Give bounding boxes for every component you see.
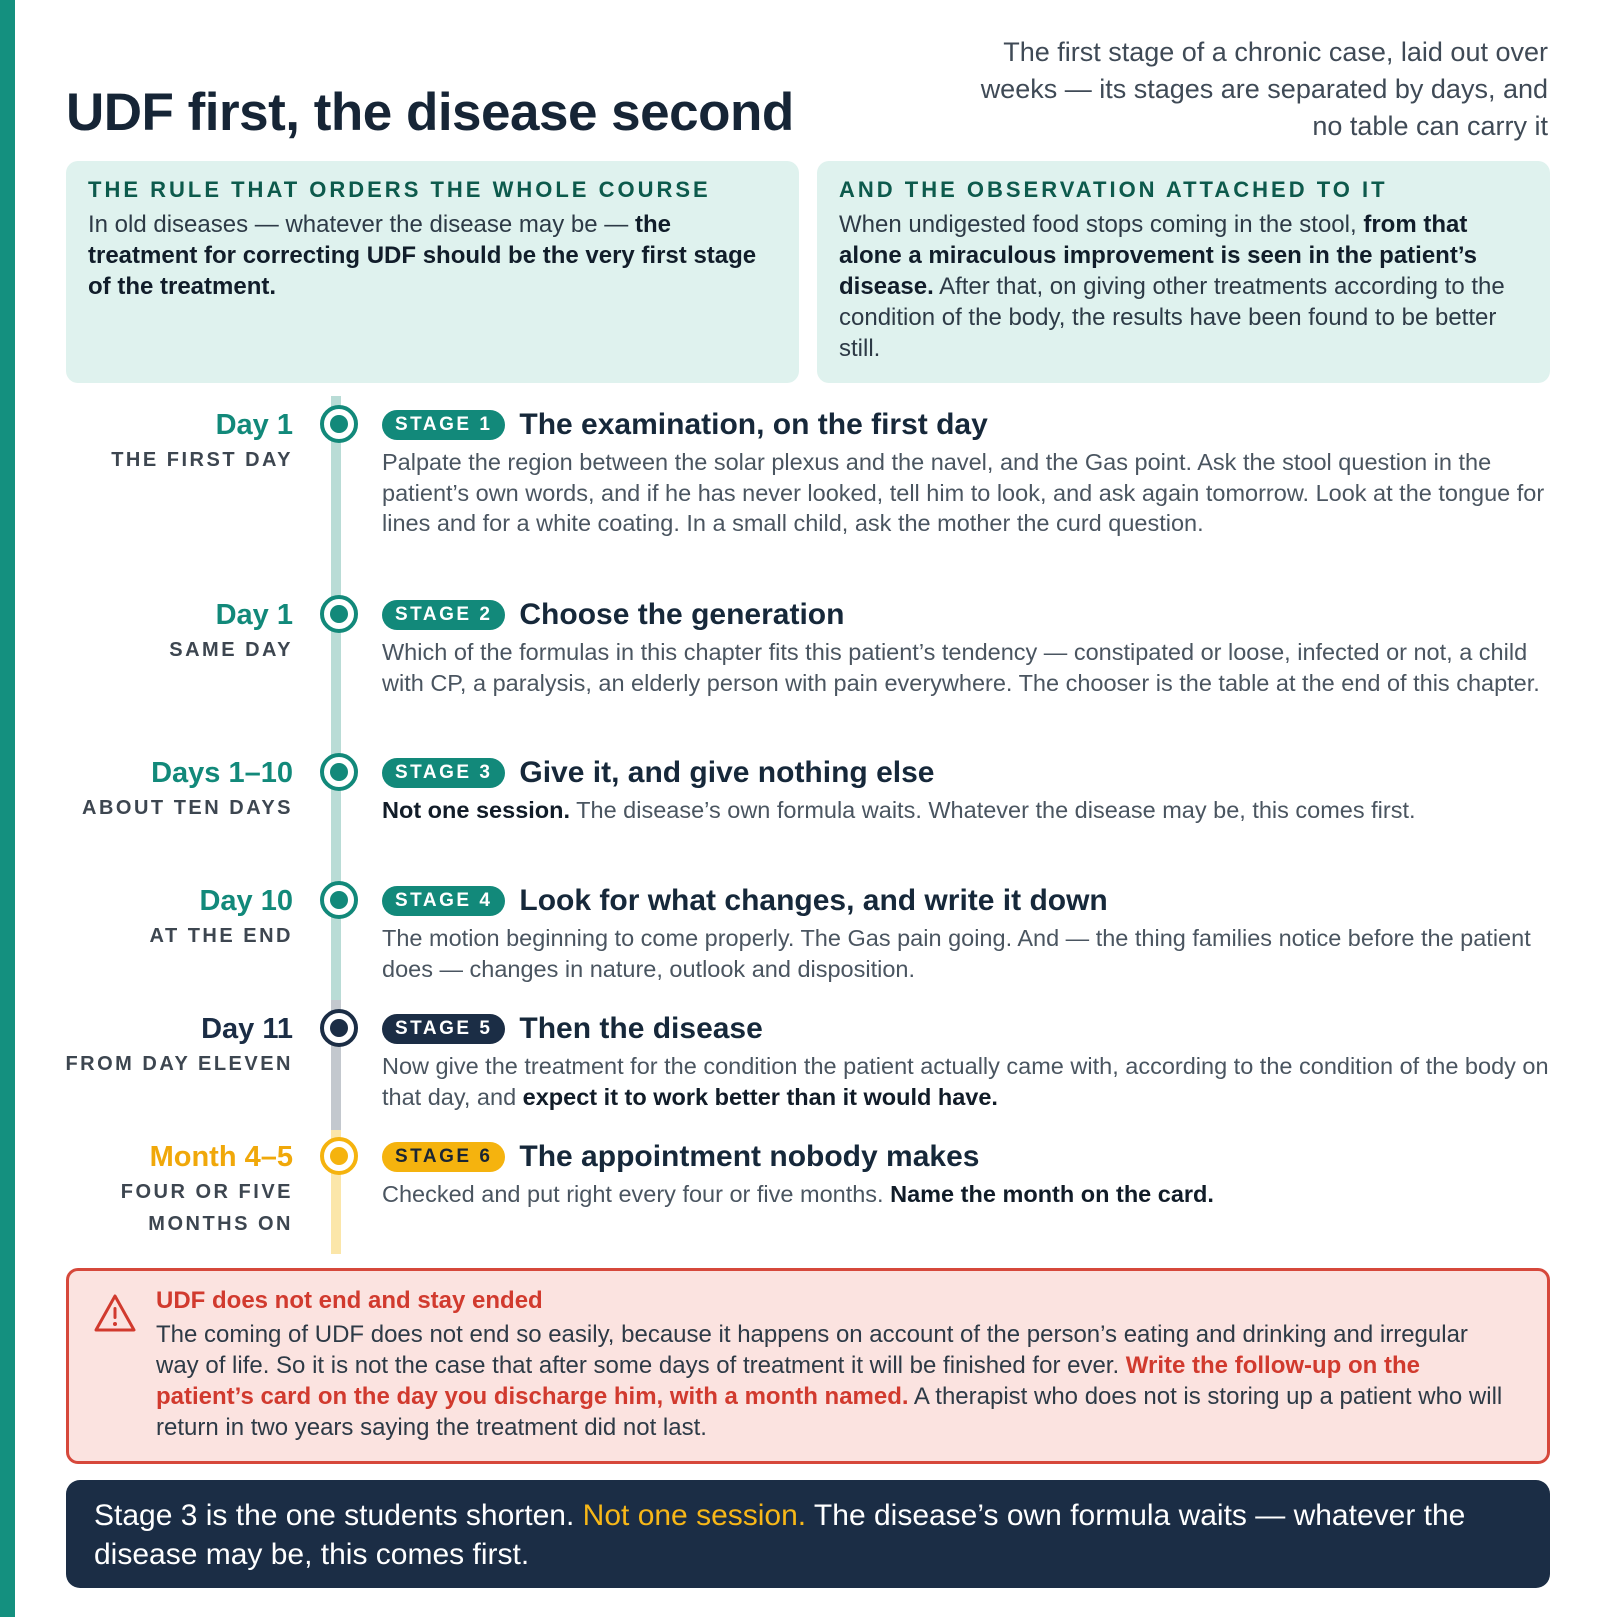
rule-box-text	[88, 209, 777, 302]
rule-box-text-plain: In old diseases — whatever the disease may be —	[88, 211, 635, 238]
stage-1-day-info	[111, 408, 293, 476]
stage-4-day-sub: AT THE END	[149, 925, 293, 947]
stage-4-head	[382, 884, 1552, 918]
stage-3-body	[382, 795, 1552, 826]
warning-body	[156, 1319, 1507, 1443]
stage-1-title: The examination, on the first day	[519, 408, 988, 441]
stage-3-day: Days 1–10	[151, 757, 293, 789]
stage-1-content	[382, 408, 1552, 539]
stage-4-pill: STAGE 4	[382, 886, 505, 916]
stage-6-body-text: Checked and put right every four or five months.	[382, 1181, 891, 1207]
stage-2-day: Day 1	[215, 599, 293, 631]
stage-1-head	[382, 408, 1552, 442]
stage-4-body	[382, 923, 1552, 984]
stage-5-body-tail: expect it to work better than it would have.	[522, 1083, 998, 1110]
rule-box-text-bold: the treatment for correcting UDF should be the very first stage of the treatment.	[88, 211, 757, 300]
stage-4-body-text: The motion beginning to come properly. The Gas pain going. And — the thing families notice before the patient does — changes in nature, outlook and disposition.	[382, 925, 1531, 982]
stage-6-day: Month 4–5	[149, 1141, 293, 1173]
stage-3-body-lead: Not one session.	[382, 797, 571, 823]
stage-3-pill: STAGE 3	[382, 758, 505, 788]
stage-4-day-info	[149, 884, 293, 952]
stage-4-day: Day 10	[199, 885, 293, 917]
stage-3-day-info	[82, 756, 293, 824]
stage-6-content	[382, 1140, 1552, 1210]
stage-6-head	[382, 1140, 1552, 1174]
stage-5-day-sub: FROM DAY ELEVEN	[65, 1053, 293, 1075]
stage-6-body-tail: Name the month on the card.	[890, 1181, 1214, 1207]
banner-text-before: Stage 3 is the one students shorten.	[94, 1499, 583, 1532]
observation-box	[817, 161, 1550, 383]
stage-3-title: Give it, and give nothing else	[519, 756, 935, 789]
stage-6-body	[382, 1179, 1552, 1210]
stage-4-marker-icon	[320, 881, 358, 919]
stage-2-body	[382, 637, 1552, 698]
warning-text-after: A therapist who does not is storing up a patient who will return in two years saying the treatment did not last.	[156, 1383, 1503, 1441]
stage-3-content	[382, 756, 1552, 826]
rule-box-heading: THE RULE THAT ORDERS THE WHOLE COURSE	[88, 177, 711, 202]
stage-1-day: Day 1	[215, 409, 293, 441]
rule-box	[66, 161, 799, 383]
observation-box-text	[839, 209, 1528, 364]
stage-6-day-info	[33, 1140, 293, 1240]
stage-3-marker-icon	[320, 753, 358, 791]
stage-6-marker-icon	[320, 1137, 358, 1175]
banner-text-highlight: Not one session.	[582, 1499, 807, 1532]
observation-box-text-plain: When undigested food stops coming in the stool,	[839, 211, 1364, 238]
stage-3-head	[382, 756, 1552, 790]
stage-2-content	[382, 598, 1552, 698]
stage-5-day: Day 11	[201, 1013, 293, 1045]
stage-5-body-text: Now give the treatment for the condition the patient actually came with, according to the condition of the body on that day, and	[382, 1053, 1549, 1110]
stage-2-day-info	[169, 598, 293, 666]
stage-5-pill: STAGE 5	[382, 1014, 505, 1044]
warning-box	[66, 1268, 1550, 1464]
left-accent-bar	[0, 0, 15, 1617]
stage-6-pill: STAGE 6	[382, 1142, 505, 1172]
stage-2-marker-icon	[320, 595, 358, 633]
stage-2-pill: STAGE 2	[382, 600, 505, 630]
warning-text-red: Write the follow-up on the patient’s card on the day you discharge him, with a month named.	[156, 1352, 1420, 1410]
observation-box-heading: AND THE OBSERVATION ATTACHED TO IT	[839, 177, 1388, 202]
stage-5-body	[382, 1051, 1552, 1112]
stage-5-content	[382, 1012, 1552, 1112]
stage-3-body-text: The disease’s own formula waits. Whatever the disease may be, this comes first.	[570, 797, 1416, 823]
stage-2-body-text: Which of the formulas in this chapter fits this patient’s tendency — constipated or loose, infected or not, a child with CP, a paralysis, an elderly person with pain everywhere. The chooser is the table at the end of this chapter.	[382, 639, 1540, 696]
stage-1-day-sub: THE FIRST DAY	[111, 449, 293, 471]
summary-banner	[66, 1480, 1550, 1588]
stage-2-day-sub: SAME DAY	[169, 639, 293, 661]
stage-4-content	[382, 884, 1552, 984]
stage-1-marker-icon	[320, 405, 358, 443]
stage-6-day-sub: FOUR OR FIVE MONTHS ON	[120, 1181, 293, 1235]
stage-6-title: The appointment nobody makes	[519, 1140, 980, 1173]
page-subtitle: The first stage of a chronic case, laid out over weeks — its stages are separated by days, and no table can carry it	[980, 37, 1548, 141]
stage-5-head	[382, 1012, 1552, 1046]
stage-5-marker-icon	[320, 1009, 358, 1047]
warning-title: UDF does not end and stay ended	[156, 1287, 543, 1314]
stage-3-day-sub: ABOUT TEN DAYS	[82, 797, 293, 819]
stage-4-title: Look for what changes, and write it down	[519, 884, 1108, 917]
warning-triangle-icon	[93, 1293, 137, 1333]
stage-1-body-text: Palpate the region between the solar plexus and the navel, and the Gas point. Ask the stool question in the patient’s own words, and if he has never looked, tell him to look, and ask again tomorrow. Look at the tongue for lines and for a white coating. In a small child, ask the mother the curd question.	[382, 449, 1545, 536]
stage-2-head	[382, 598, 1552, 632]
stage-1-pill: STAGE 1	[382, 410, 505, 440]
observation-box-text-after: After that, on giving other treatments according to the condition of the body, the results have been found to be better still.	[839, 273, 1505, 362]
stage-1-body	[382, 447, 1552, 539]
stage-2-title: Choose the generation	[519, 598, 845, 631]
warning-text-plain: The coming of UDF does not end so easily, because it happens on account of the person’s eating and drinking and irregular way of life. So it is not the case that after some days of treatment it will be finished for ever.	[156, 1321, 1468, 1379]
stage-5-day-info	[65, 1012, 293, 1080]
banner-text-after: The disease’s own formula waits — whatever the disease may be, this comes first.	[94, 1499, 1466, 1571]
stage-5-title: Then the disease	[519, 1012, 763, 1045]
page-title: UDF first, the disease second	[66, 83, 794, 142]
observation-box-text-bold: from that alone a miraculous improvement is seen in the patient’s disease.	[839, 211, 1477, 300]
